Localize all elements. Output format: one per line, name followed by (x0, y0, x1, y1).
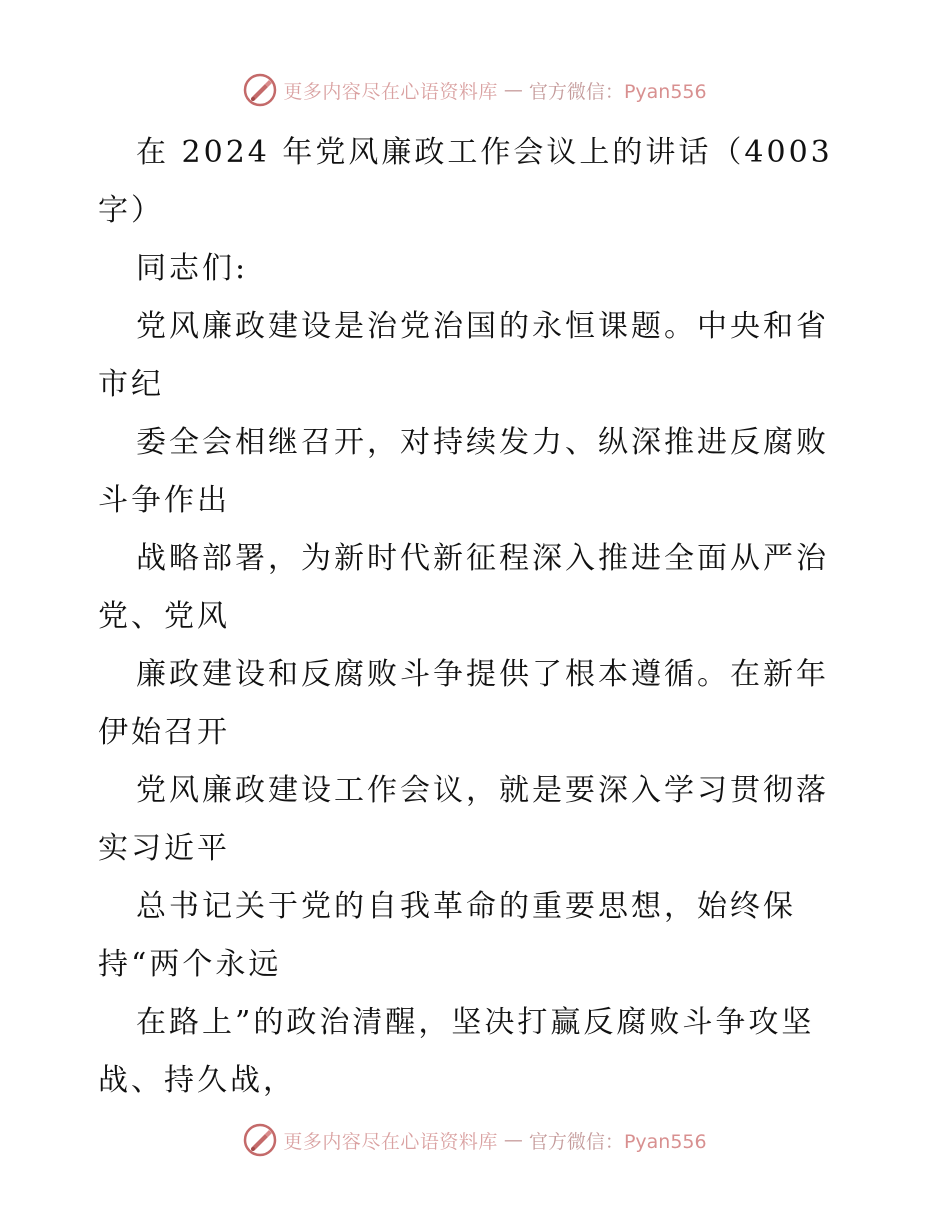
document-title-line-1: 在 2024 年党风廉政工作会议上的讲话（4003 (136, 135, 833, 170)
body-line: 总书记关于党的自我革命的重要思想，始终保 (136, 889, 796, 924)
watermark-text: 更多内容尽在心语资料库 (283, 1130, 498, 1153)
salutation-line: 同志们: (136, 251, 249, 286)
watermark-contact-label: 官方微信： (528, 80, 624, 103)
body-line: 战略部署，为新时代新征程深入推进全面从严治 (136, 541, 829, 576)
watermark-text: 更多内容尽在心语资料库 (283, 80, 498, 103)
body-line: 廉政建设和反腐败斗争提供了根本遵循。在新年 (136, 657, 829, 692)
watermark-separator: — (503, 79, 523, 101)
body-line: 斗争作出 (98, 483, 230, 518)
footer-watermark-banner (0, 1120, 950, 1160)
watermark-contact (529, 77, 707, 104)
body-line: 党风廉政建设是治党治国的永恒课题。中央和省 (136, 309, 829, 344)
watermark-contact-handle: Pyan556 (623, 1130, 707, 1153)
watermark-separator: — (503, 1129, 523, 1151)
body-line: 实习近平 (98, 831, 230, 866)
body-line: 战、持久战， (98, 1063, 296, 1098)
document-body (98, 124, 858, 1110)
body-line: 市纪 (98, 367, 164, 402)
document-title-line-2: 字） (98, 193, 164, 228)
body-line: 在路上”的政治清醒，坚决打赢反腐败斗争攻坚 (136, 1005, 815, 1040)
pen-logo-icon (243, 1123, 277, 1157)
body-line: 党风廉政建设工作会议，就是要深入学习贯彻落 (136, 773, 829, 808)
body-line: 持“两个永远 (98, 947, 282, 982)
body-line: 党、党风 (98, 599, 230, 634)
body-line: 伊始召开 (98, 715, 230, 750)
body-line: 委全会相继召开，对持续发力、纵深推进反腐败 (136, 425, 829, 460)
header-watermark-banner (0, 70, 950, 110)
pen-logo-icon (243, 73, 277, 107)
watermark-contact-handle: Pyan556 (623, 80, 707, 103)
watermark-contact (529, 1127, 707, 1154)
watermark-contact-label: 官方微信： (528, 1130, 624, 1153)
